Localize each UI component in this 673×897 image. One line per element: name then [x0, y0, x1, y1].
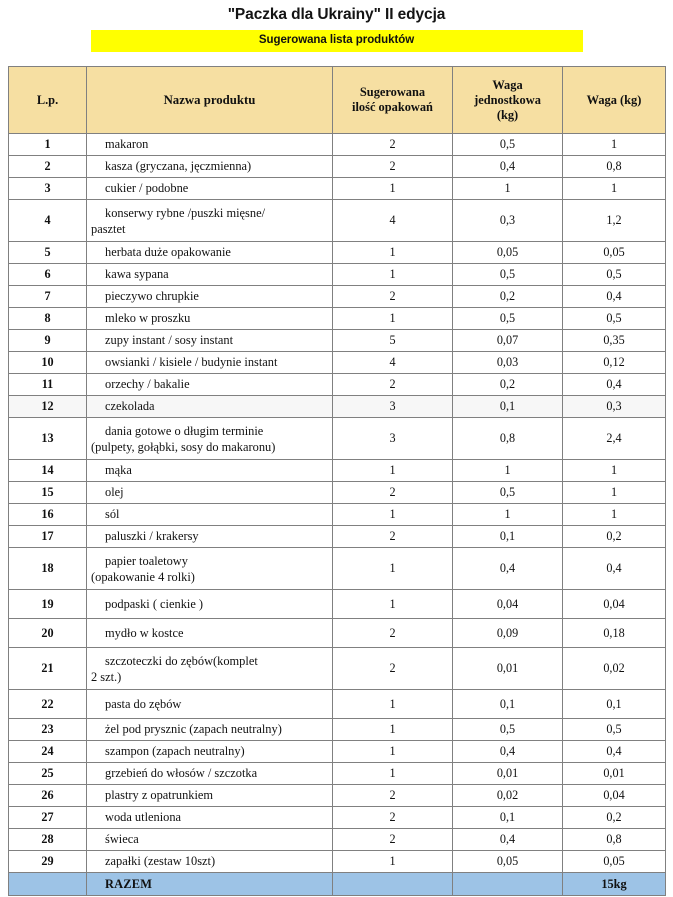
cell-product-name: pieczywo chrupkie — [87, 286, 333, 308]
cell-unit-weight: 0,5 — [453, 482, 563, 504]
cell-weight: 0,12 — [563, 352, 666, 374]
cell-lp: 16 — [9, 504, 87, 526]
cell-lp: 14 — [9, 460, 87, 482]
cell-lp: 13 — [9, 418, 87, 460]
cell-product-name: cukier / podobne — [87, 178, 333, 200]
cell-unit-weight: 0,2 — [453, 286, 563, 308]
cell-product-name: mąka — [87, 460, 333, 482]
cell-unit-weight: 0,05 — [453, 242, 563, 264]
cell-weight: 0,8 — [563, 156, 666, 178]
cell-product-name: plastry z opatrunkiem — [87, 785, 333, 807]
cell-lp: 23 — [9, 719, 87, 741]
cell-qty: 1 — [333, 308, 453, 330]
cell-product-name: szampon (zapach neutralny) — [87, 741, 333, 763]
table-row — [9, 526, 666, 548]
cell-product-name-line2: (pulpety, gołąbki, sosy do makaronu) — [91, 439, 276, 454]
cell-unit-weight: 0,4 — [453, 829, 563, 851]
cell-total-label: RAZEM — [87, 873, 333, 896]
cell-lp: 6 — [9, 264, 87, 286]
cell-weight: 0,04 — [563, 785, 666, 807]
table-row — [9, 763, 666, 785]
cell-product-name-line1 — [87, 653, 328, 669]
table-row — [9, 134, 666, 156]
cell-qty: 2 — [333, 785, 453, 807]
cell-unit-weight: 0,5 — [453, 719, 563, 741]
cell-lp: 28 — [9, 829, 87, 851]
cell-total-unit-weight — [453, 873, 563, 896]
cell-weight: 1 — [563, 460, 666, 482]
cell-weight: 1 — [563, 178, 666, 200]
cell-product-name: sól — [87, 504, 333, 526]
cell-qty: 2 — [333, 829, 453, 851]
table-container — [8, 66, 665, 896]
table-row — [9, 242, 666, 264]
cell-weight: 0,05 — [563, 242, 666, 264]
cell-product-name: zupy instant / sosy instant — [87, 330, 333, 352]
cell-product-name: zapałki (zestaw 10szt) — [87, 851, 333, 873]
cell-weight: 0,02 — [563, 648, 666, 690]
cell-product-name: woda utleniona — [87, 807, 333, 829]
cell-unit-weight: 0,04 — [453, 590, 563, 619]
cell-product-name: czekolada — [87, 396, 333, 418]
cell-product-name: kasza (gryczana, jęczmienna) — [87, 156, 333, 178]
cell-weight: 0,4 — [563, 286, 666, 308]
cell-unit-weight: 1 — [453, 178, 563, 200]
cell-product-name-line2: 2 szt.) — [91, 669, 122, 684]
cell-product-name: makaron — [87, 134, 333, 156]
cell-total-lp — [9, 873, 87, 896]
cell-unit-weight: 0,2 — [453, 374, 563, 396]
cell-unit-weight: 0,4 — [453, 548, 563, 590]
cell-qty: 1 — [333, 851, 453, 873]
table-row — [9, 807, 666, 829]
cell-weight: 0,35 — [563, 330, 666, 352]
cell-qty: 2 — [333, 526, 453, 548]
cell-product-name: żel pod prysznic (zapach neutralny) — [87, 719, 333, 741]
column-header-unit-weight-line3: (kg) — [496, 107, 519, 122]
cell-unit-weight: 0,4 — [453, 156, 563, 178]
cell-qty: 1 — [333, 690, 453, 719]
cell-weight: 0,5 — [563, 719, 666, 741]
cell-weight: 0,5 — [563, 308, 666, 330]
cell-weight: 0,05 — [563, 851, 666, 873]
table-row — [9, 418, 666, 460]
table-row — [9, 396, 666, 418]
cell-unit-weight: 0,1 — [453, 690, 563, 719]
table-row — [9, 619, 666, 648]
cell-weight: 0,4 — [563, 374, 666, 396]
table-row — [9, 851, 666, 873]
cell-lp: 19 — [9, 590, 87, 619]
cell-qty: 1 — [333, 264, 453, 286]
cell-qty: 3 — [333, 418, 453, 460]
cell-qty: 2 — [333, 648, 453, 690]
table-row — [9, 286, 666, 308]
cell-unit-weight: 0,01 — [453, 763, 563, 785]
cell-lp: 5 — [9, 242, 87, 264]
table-row — [9, 352, 666, 374]
cell-product-name-line2: (opakowanie 4 rolki) — [91, 569, 195, 584]
table-row — [9, 156, 666, 178]
cell-total-weight: 15kg — [563, 873, 666, 896]
cell-lp: 9 — [9, 330, 87, 352]
cell-lp: 4 — [9, 200, 87, 242]
cell-lp: 15 — [9, 482, 87, 504]
table-body — [9, 134, 666, 896]
cell-weight: 0,3 — [563, 396, 666, 418]
cell-weight: 2,4 — [563, 418, 666, 460]
cell-qty: 4 — [333, 352, 453, 374]
cell-qty: 2 — [333, 482, 453, 504]
table-row — [9, 590, 666, 619]
cell-lp: 17 — [9, 526, 87, 548]
table-row — [9, 178, 666, 200]
cell-unit-weight: 0,01 — [453, 648, 563, 690]
subtitle-wrapper — [0, 30, 673, 52]
table-row — [9, 741, 666, 763]
table-row — [9, 719, 666, 741]
cell-product-name-line1: dania gotowe o długim terminie — [105, 423, 264, 438]
cell-unit-weight: 1 — [453, 460, 563, 482]
cell-qty: 2 — [333, 156, 453, 178]
column-header-quantity-line1: Sugerowana — [359, 85, 426, 99]
cell-product-name-part1: szczoteczki do zębów — [105, 653, 214, 668]
cell-weight: 0,18 — [563, 619, 666, 648]
cell-lp: 3 — [9, 178, 87, 200]
cell-lp: 1 — [9, 134, 87, 156]
cell-lp: 22 — [9, 690, 87, 719]
table-row — [9, 548, 666, 590]
column-header-weight: Waga (kg) — [563, 67, 666, 134]
table-row — [9, 785, 666, 807]
cell-product-name — [87, 200, 333, 242]
cell-lp: 8 — [9, 308, 87, 330]
cell-lp: 18 — [9, 548, 87, 590]
table-row — [9, 504, 666, 526]
cell-unit-weight: 0,1 — [453, 396, 563, 418]
cell-unit-weight: 0,02 — [453, 785, 563, 807]
cell-unit-weight: 0,5 — [453, 264, 563, 286]
cell-weight: 0,5 — [563, 264, 666, 286]
cell-qty: 5 — [333, 330, 453, 352]
cell-product-name-line1: konserwy rybne /puszki mięsne/ — [105, 205, 266, 220]
table-row — [9, 200, 666, 242]
table-row — [9, 482, 666, 504]
cell-lp: 20 — [9, 619, 87, 648]
cell-lp: 27 — [9, 807, 87, 829]
table-row — [9, 264, 666, 286]
cell-product-name: mydło w kostce — [87, 619, 333, 648]
cell-product-name: owsianki / kisiele / budynie instant — [87, 352, 333, 374]
cell-product-name: orzechy / bakalie — [87, 374, 333, 396]
cell-qty: 1 — [333, 590, 453, 619]
cell-qty: 2 — [333, 286, 453, 308]
cell-product-name: paluszki / krakersy — [87, 526, 333, 548]
total-row — [9, 873, 666, 896]
cell-unit-weight: 0,07 — [453, 330, 563, 352]
cell-weight: 1 — [563, 134, 666, 156]
cell-qty: 1 — [333, 719, 453, 741]
cell-lp: 2 — [9, 156, 87, 178]
cell-weight: 0,04 — [563, 590, 666, 619]
cell-lp: 24 — [9, 741, 87, 763]
cell-lp: 26 — [9, 785, 87, 807]
cell-total-qty — [333, 873, 453, 896]
cell-lp: 7 — [9, 286, 87, 308]
cell-lp: 29 — [9, 851, 87, 873]
products-table — [8, 66, 666, 896]
cell-weight: 0,4 — [563, 548, 666, 590]
cell-qty: 1 — [333, 460, 453, 482]
cell-product-name: mleko w proszku — [87, 308, 333, 330]
cell-weight: 0,2 — [563, 807, 666, 829]
cell-unit-weight: 0,3 — [453, 200, 563, 242]
page-subtitle: Sugerowana lista produktów — [91, 30, 583, 52]
cell-product-name: olej — [87, 482, 333, 504]
page-title: "Paczka dla Ukrainy" II edycja — [227, 6, 446, 23]
table-row — [9, 374, 666, 396]
cell-weight: 0,8 — [563, 829, 666, 851]
title-block — [0, 0, 673, 52]
cell-unit-weight: 0,1 — [453, 807, 563, 829]
cell-qty: 2 — [333, 134, 453, 156]
cell-product-name: świeca — [87, 829, 333, 851]
cell-weight: 0,2 — [563, 526, 666, 548]
cell-unit-weight: 0,8 — [453, 418, 563, 460]
cell-weight: 1,2 — [563, 200, 666, 242]
cell-qty: 2 — [333, 619, 453, 648]
cell-product-name: grzebień do włosów / szczotka — [87, 763, 333, 785]
table-row — [9, 690, 666, 719]
cell-unit-weight: 0,05 — [453, 851, 563, 873]
column-header-name: Nazwa produktu — [87, 67, 333, 134]
table-row — [9, 829, 666, 851]
column-header-quantity-line2: ilość opakowań — [352, 100, 433, 114]
cell-qty: 1 — [333, 741, 453, 763]
table-row — [9, 460, 666, 482]
cell-product-name — [87, 648, 333, 690]
cell-product-name: pasta do zębów — [87, 690, 333, 719]
column-header-unit-weight-line1: Waga — [492, 77, 523, 92]
cell-unit-weight: 0,5 — [453, 308, 563, 330]
table-row — [9, 648, 666, 690]
cell-qty: 1 — [333, 504, 453, 526]
table-row — [9, 308, 666, 330]
cell-unit-weight: 0,03 — [453, 352, 563, 374]
cell-product-name — [87, 418, 333, 460]
cell-product-name-line2: pasztet — [91, 221, 126, 236]
cell-unit-weight: 0,4 — [453, 741, 563, 763]
cell-product-name: herbata duże opakowanie — [87, 242, 333, 264]
column-header-lp: L.p. — [9, 67, 87, 134]
cell-weight: 0,01 — [563, 763, 666, 785]
cell-qty: 4 — [333, 200, 453, 242]
cell-product-name-part2: (komplet — [213, 653, 258, 668]
cell-weight: 1 — [563, 504, 666, 526]
table-header — [9, 67, 666, 134]
cell-product-name: podpaski ( cienkie ) — [87, 590, 333, 619]
cell-unit-weight: 0,1 — [453, 526, 563, 548]
cell-unit-weight: 0,5 — [453, 134, 563, 156]
cell-unit-weight: 1 — [453, 504, 563, 526]
cell-lp: 11 — [9, 374, 87, 396]
cell-unit-weight: 0,09 — [453, 619, 563, 648]
cell-qty: 2 — [333, 374, 453, 396]
cell-lp: 10 — [9, 352, 87, 374]
cell-qty: 3 — [333, 396, 453, 418]
cell-qty: 1 — [333, 548, 453, 590]
cell-qty: 2 — [333, 807, 453, 829]
cell-product-name — [87, 548, 333, 590]
cell-weight: 1 — [563, 482, 666, 504]
column-header-unit-weight-line2: jednostkowa — [474, 92, 541, 107]
cell-qty: 1 — [333, 242, 453, 264]
cell-product-name: kawa sypana — [87, 264, 333, 286]
cell-lp: 25 — [9, 763, 87, 785]
cell-qty: 1 — [333, 763, 453, 785]
header-row — [9, 67, 666, 134]
table-row — [9, 330, 666, 352]
cell-lp: 12 — [9, 396, 87, 418]
column-header-unit-weight — [453, 67, 563, 134]
cell-product-name-line1: papier toaletowy — [105, 553, 188, 568]
cell-lp: 21 — [9, 648, 87, 690]
cell-weight: 0,4 — [563, 741, 666, 763]
column-header-quantity — [333, 67, 453, 134]
cell-qty: 1 — [333, 178, 453, 200]
cell-weight: 0,1 — [563, 690, 666, 719]
